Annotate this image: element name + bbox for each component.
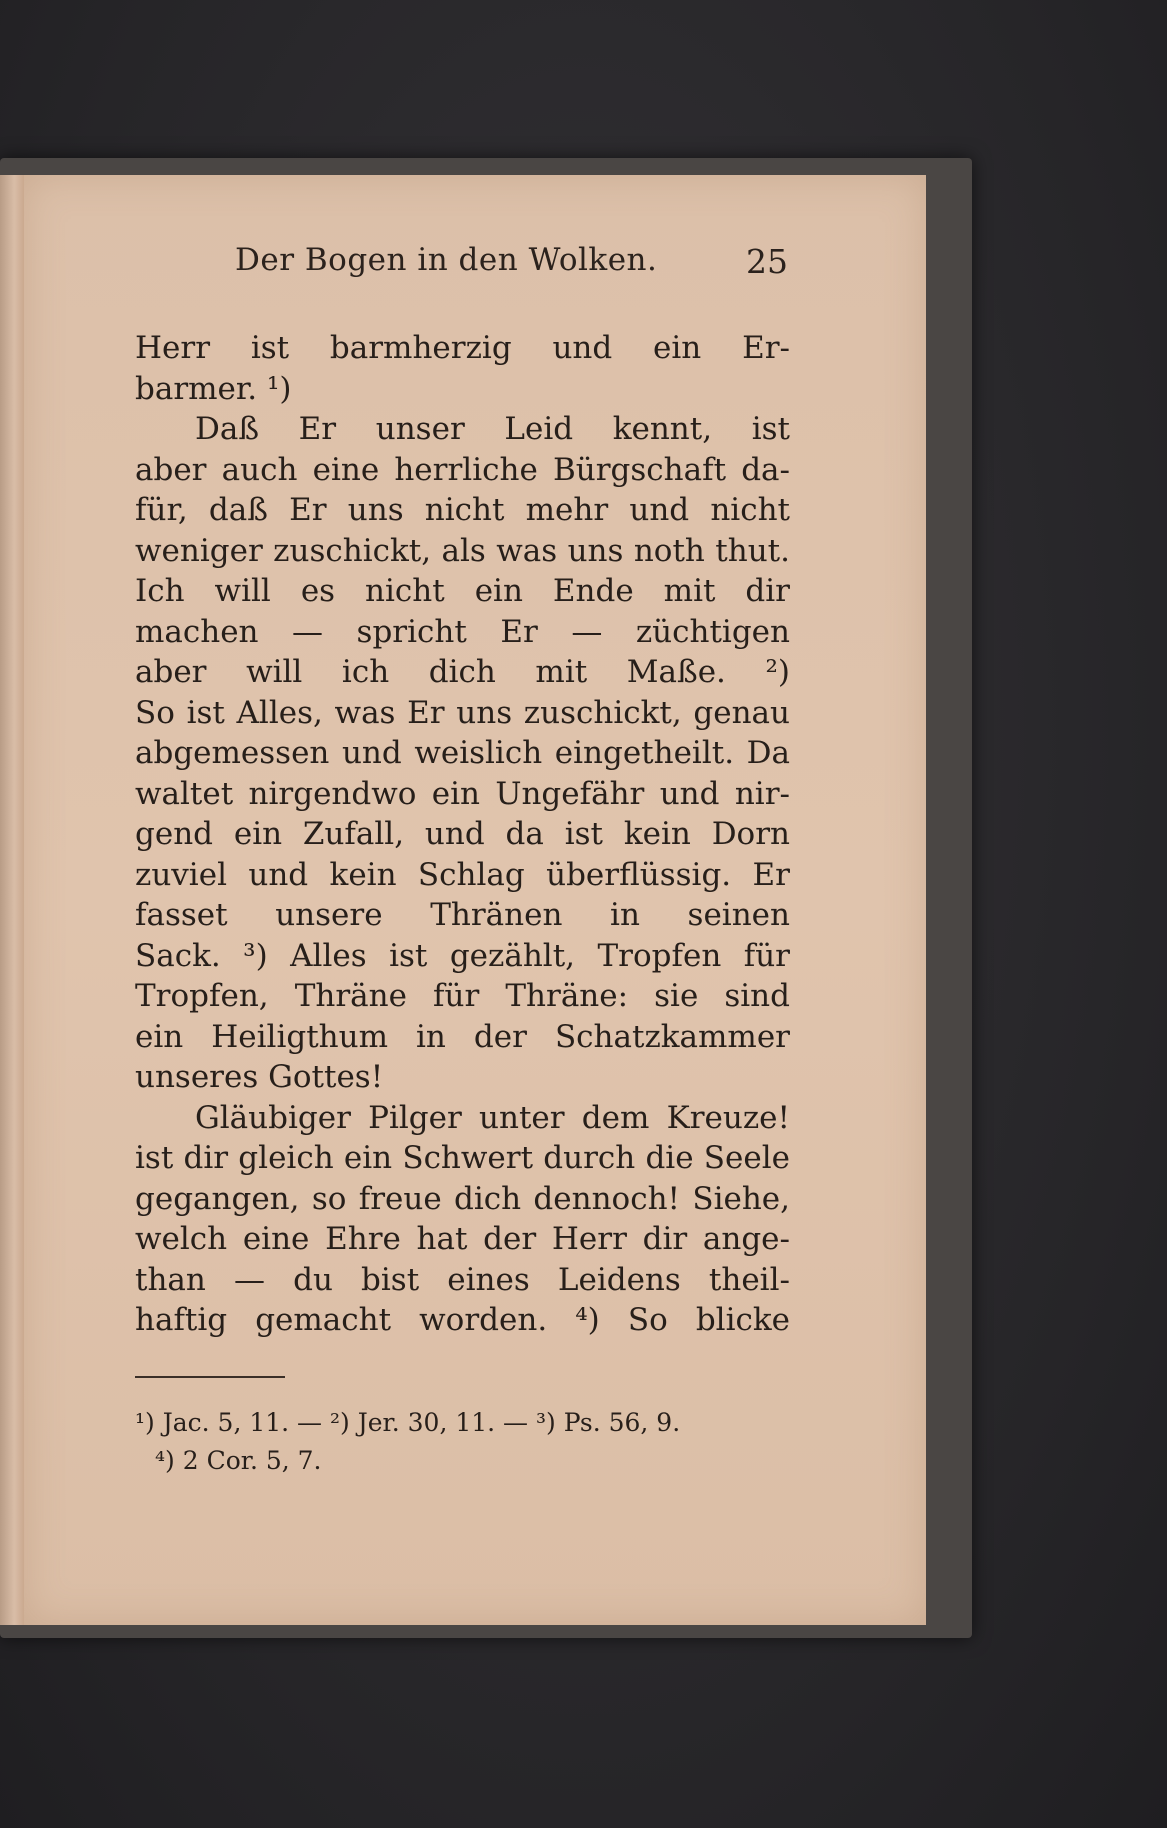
- text-line: machen — spricht Er — züchtigen: [135, 613, 790, 650]
- text-line: So ist Alles, was Er uns zuschickt, genau: [135, 694, 790, 731]
- page-number: 25: [746, 242, 788, 281]
- text-line: waltet nirgendwo ein Ungefähr und nir-: [135, 775, 790, 812]
- text-line: gegangen, so freue dich dennoch! Siehe,: [135, 1180, 790, 1217]
- text-line: Daß Er unser Leid kennt, ist: [195, 411, 790, 447]
- running-title: Der Bogen in den Wolken.: [235, 242, 658, 278]
- text-line: unseres Gottes!: [135, 1059, 384, 1095]
- text-line: abgemessen und weislich eingetheilt. Da: [135, 735, 790, 771]
- text-line: Herr ist barmherzig und ein Er-: [135, 330, 790, 366]
- footnote-divider: [135, 1376, 285, 1378]
- footnote-line: ¹) Jac. 5, 11. — ²) Jer. 30, 11. — ³) Ps. 56, 9.: [135, 1408, 681, 1437]
- text-line: aber will ich dich mit Maße. ²): [135, 654, 790, 690]
- body-text: [135, 328, 790, 1341]
- text-line: ist dir gleich ein Schwert durch die Seele: [135, 1140, 790, 1176]
- text-line: Gläubiger Pilger unter dem Kreuze!: [195, 1099, 790, 1136]
- text-line: haftig gemacht worden. ⁴) So blicke: [135, 1302, 790, 1338]
- text-line: Tropfen, Thräne für Thräne: sie sind: [135, 978, 790, 1014]
- text-line: welch eine Ehre hat der Herr dir ange-: [135, 1221, 790, 1257]
- text-line: fasset unsere Thränen in seinen: [135, 897, 790, 933]
- text-line: gend ein Zufall, und da ist kein Dorn: [135, 816, 790, 852]
- text-line: weniger zuschickt, als was uns noth thut.: [135, 532, 790, 569]
- text-line: zuviel und kein Schlag überflüssig. Er: [135, 856, 790, 893]
- text-line: für, daß Er uns nicht mehr und nicht: [135, 492, 790, 528]
- text-line: barmer. ¹): [135, 370, 292, 407]
- text-line: Ich will es nicht ein Ende mit dir: [135, 573, 790, 609]
- footnotes: [135, 1404, 795, 1480]
- page-edge: [0, 175, 24, 1625]
- text-line: aber auch eine herrliche Bürgschaft da-: [135, 451, 790, 488]
- text-line: Sack. ³) Alles ist gezählt, Tropfen für: [135, 937, 790, 974]
- text-line: than — du bist eines Leidens theil-: [135, 1261, 790, 1298]
- footnote-line: ⁴) 2 Cor. 5, 7.: [155, 1446, 322, 1475]
- text-line: ein Heiligthum in der Schatzkammer: [135, 1018, 790, 1055]
